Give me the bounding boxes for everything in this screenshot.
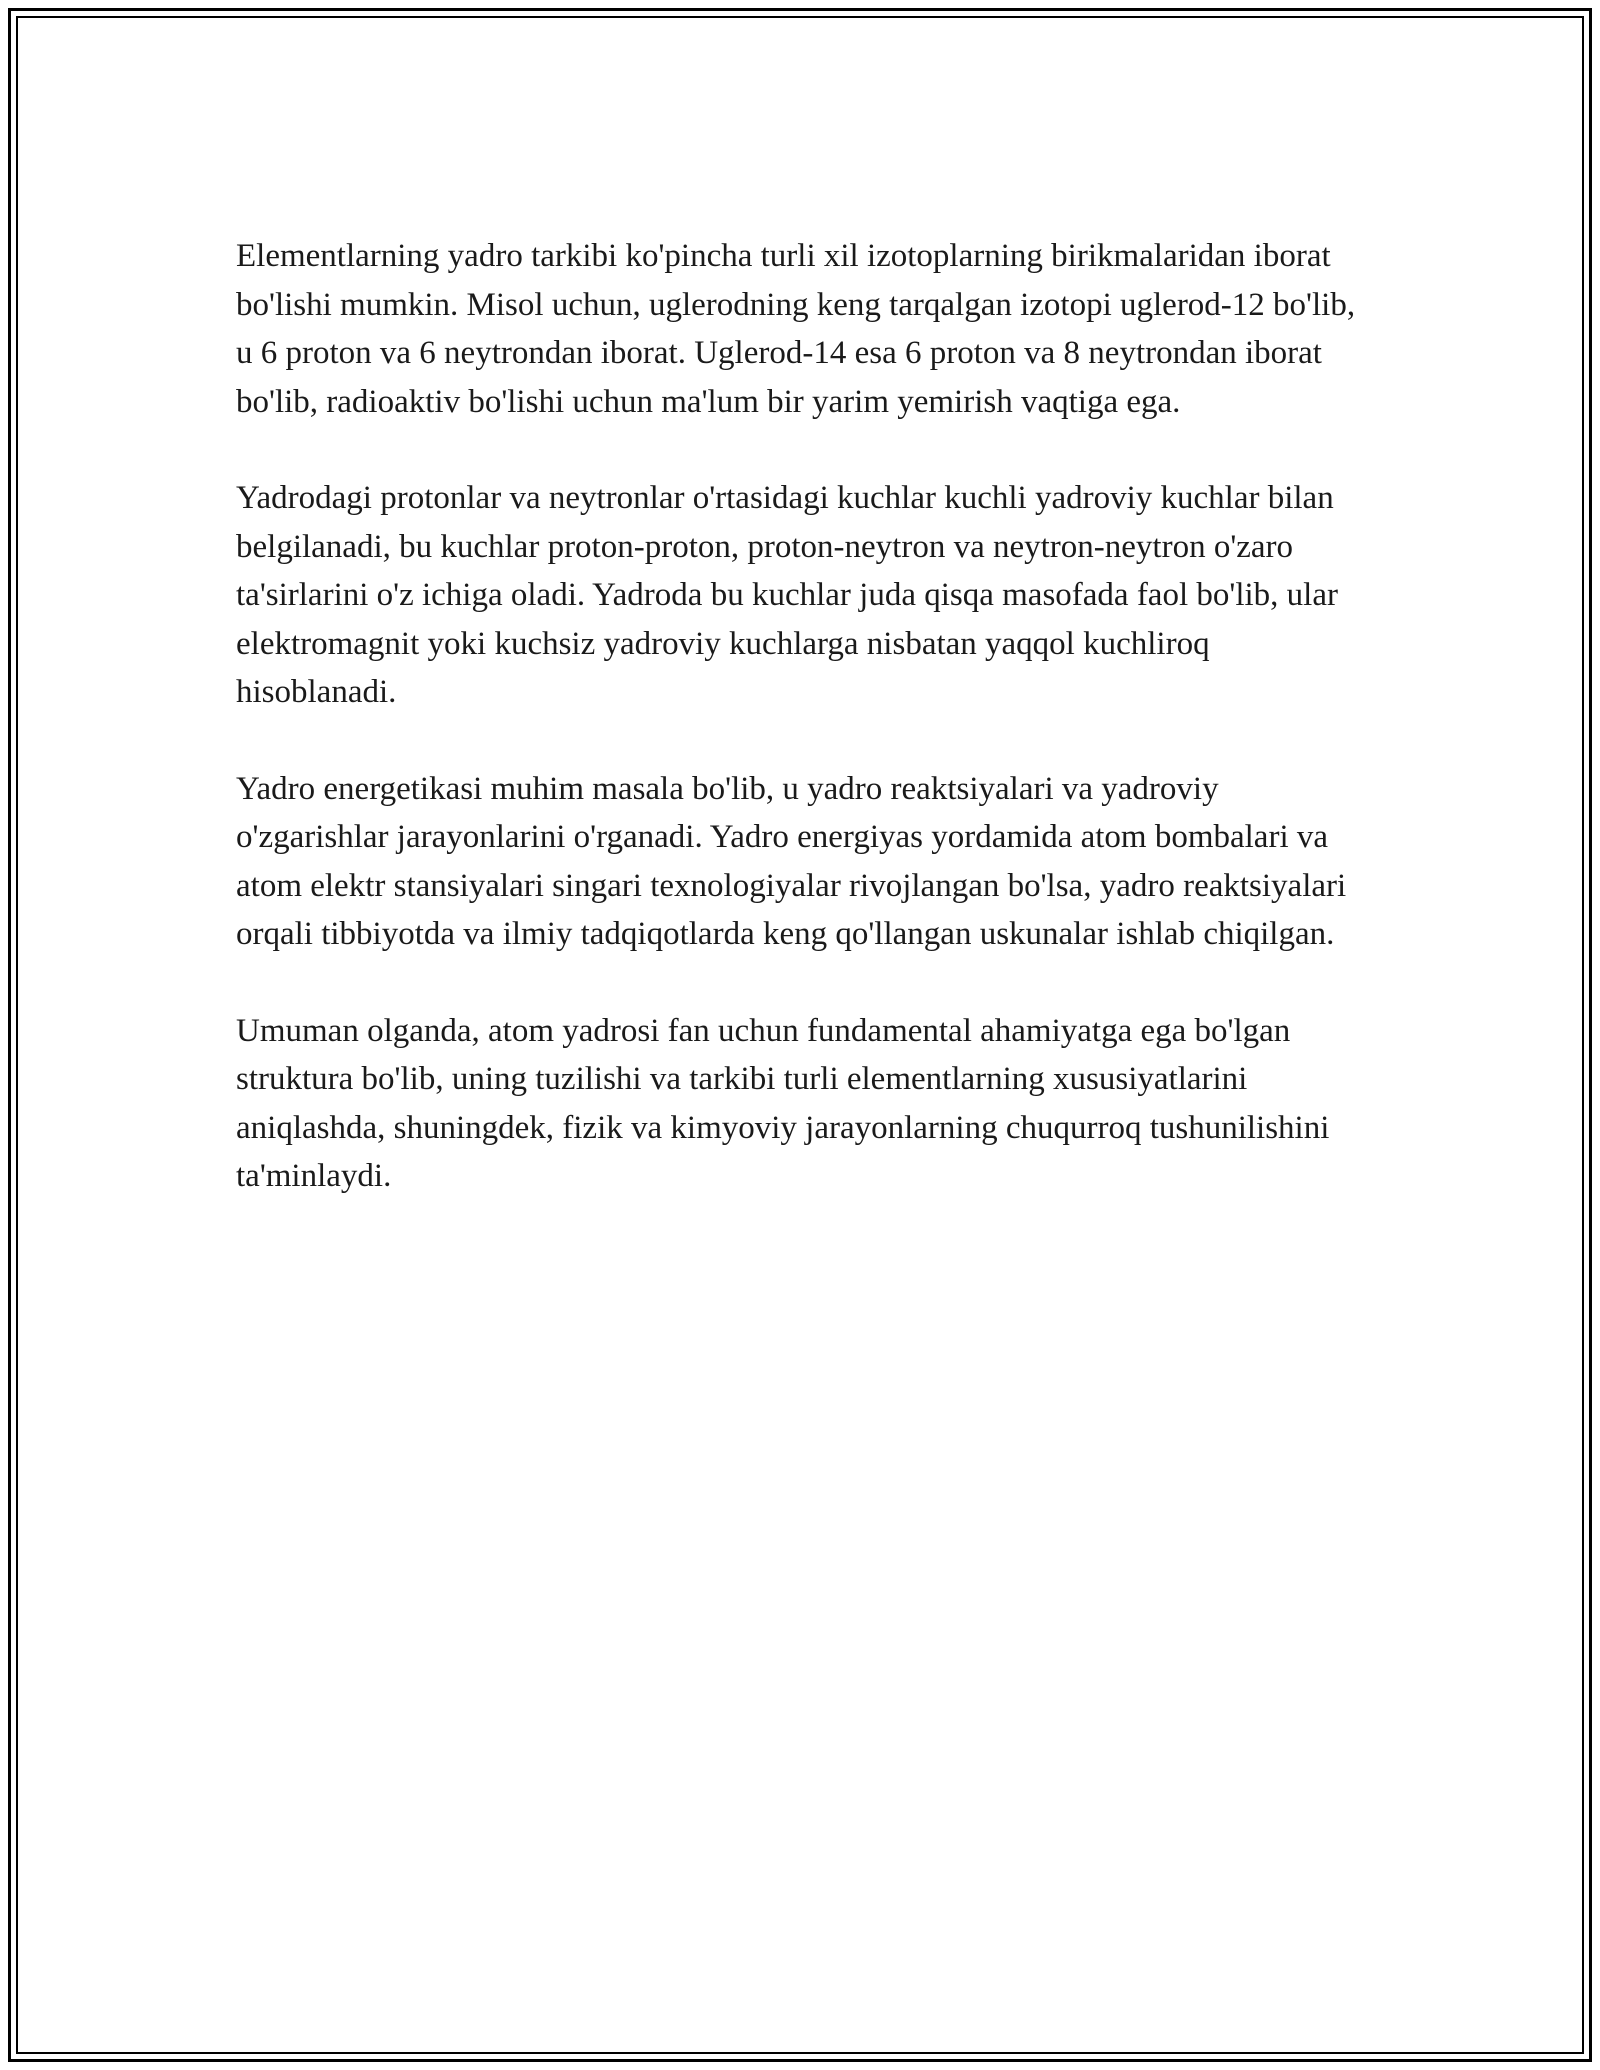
paragraph-nuclear-energy: Yadro energetikasi muhim masala bo'lib, u yadro reaktsiyalari va yadroviy o'zgarishlar jarayonlarini o'rganadi. Yadro energiyas yordamida atom bombalari va atom elektr stansiyalari singari texnologiyalar rivojlangan bo'lsa, yadro reaktsiyalari orqali tibbiyotda va ilmiy tadqiqotlarda keng qo'llangan uskunalar ishlab chiqilgan.	[236, 770, 1347, 952]
paragraph-isotopes: Elementlarning yadro tarkibi ko'pincha turli xil izotoplarning birikmalaridan iborat bo'lishi mumkin. Misol uchun, uglerodning keng tarqalgan izotopi uglerod-12 bo'lib, u 6 proton va 6 neytrondan iborat. Uglerod-14 esa 6 proton va 8 neytrondan iborat bo'lib, radioaktiv bo'lishi uchun ma'lum bir yarim yemirish vaqtiga ega.	[236, 238, 1356, 420]
paragraph-nuclear-forces: Yadrodagi protonlar va neytronlar o'rtasidagi kuchlar kuchli yadroviy kuchlar bilan belgilanadi, bu kuchlar proton-proton, proton-neytron va neytron-neytron o'zaro ta'sirlarini o'z ichiga oladi. Yadroda bu kuchlar juda qisqa masofada faol bo'lib, ular elektromagnit yoki kuchsiz yadroviy kuchlarga nisbatan yaqqol kuchliroq hisoblanadi.	[236, 480, 1338, 710]
paragraph-conclusion: Umuman olganda, atom yadrosi fan uchun fundamental ahamiyatga ega bo'lgan struktura bo'lib, uning tuzilishi va tarkibi turli elementlarning xususiyatlarini aniqlashda, shuningdek, fizik va kimyoviy jarayonlarning chuqurroq tushunilishini ta'minlaydi.	[236, 1012, 1330, 1194]
document-body	[236, 232, 1376, 1249]
